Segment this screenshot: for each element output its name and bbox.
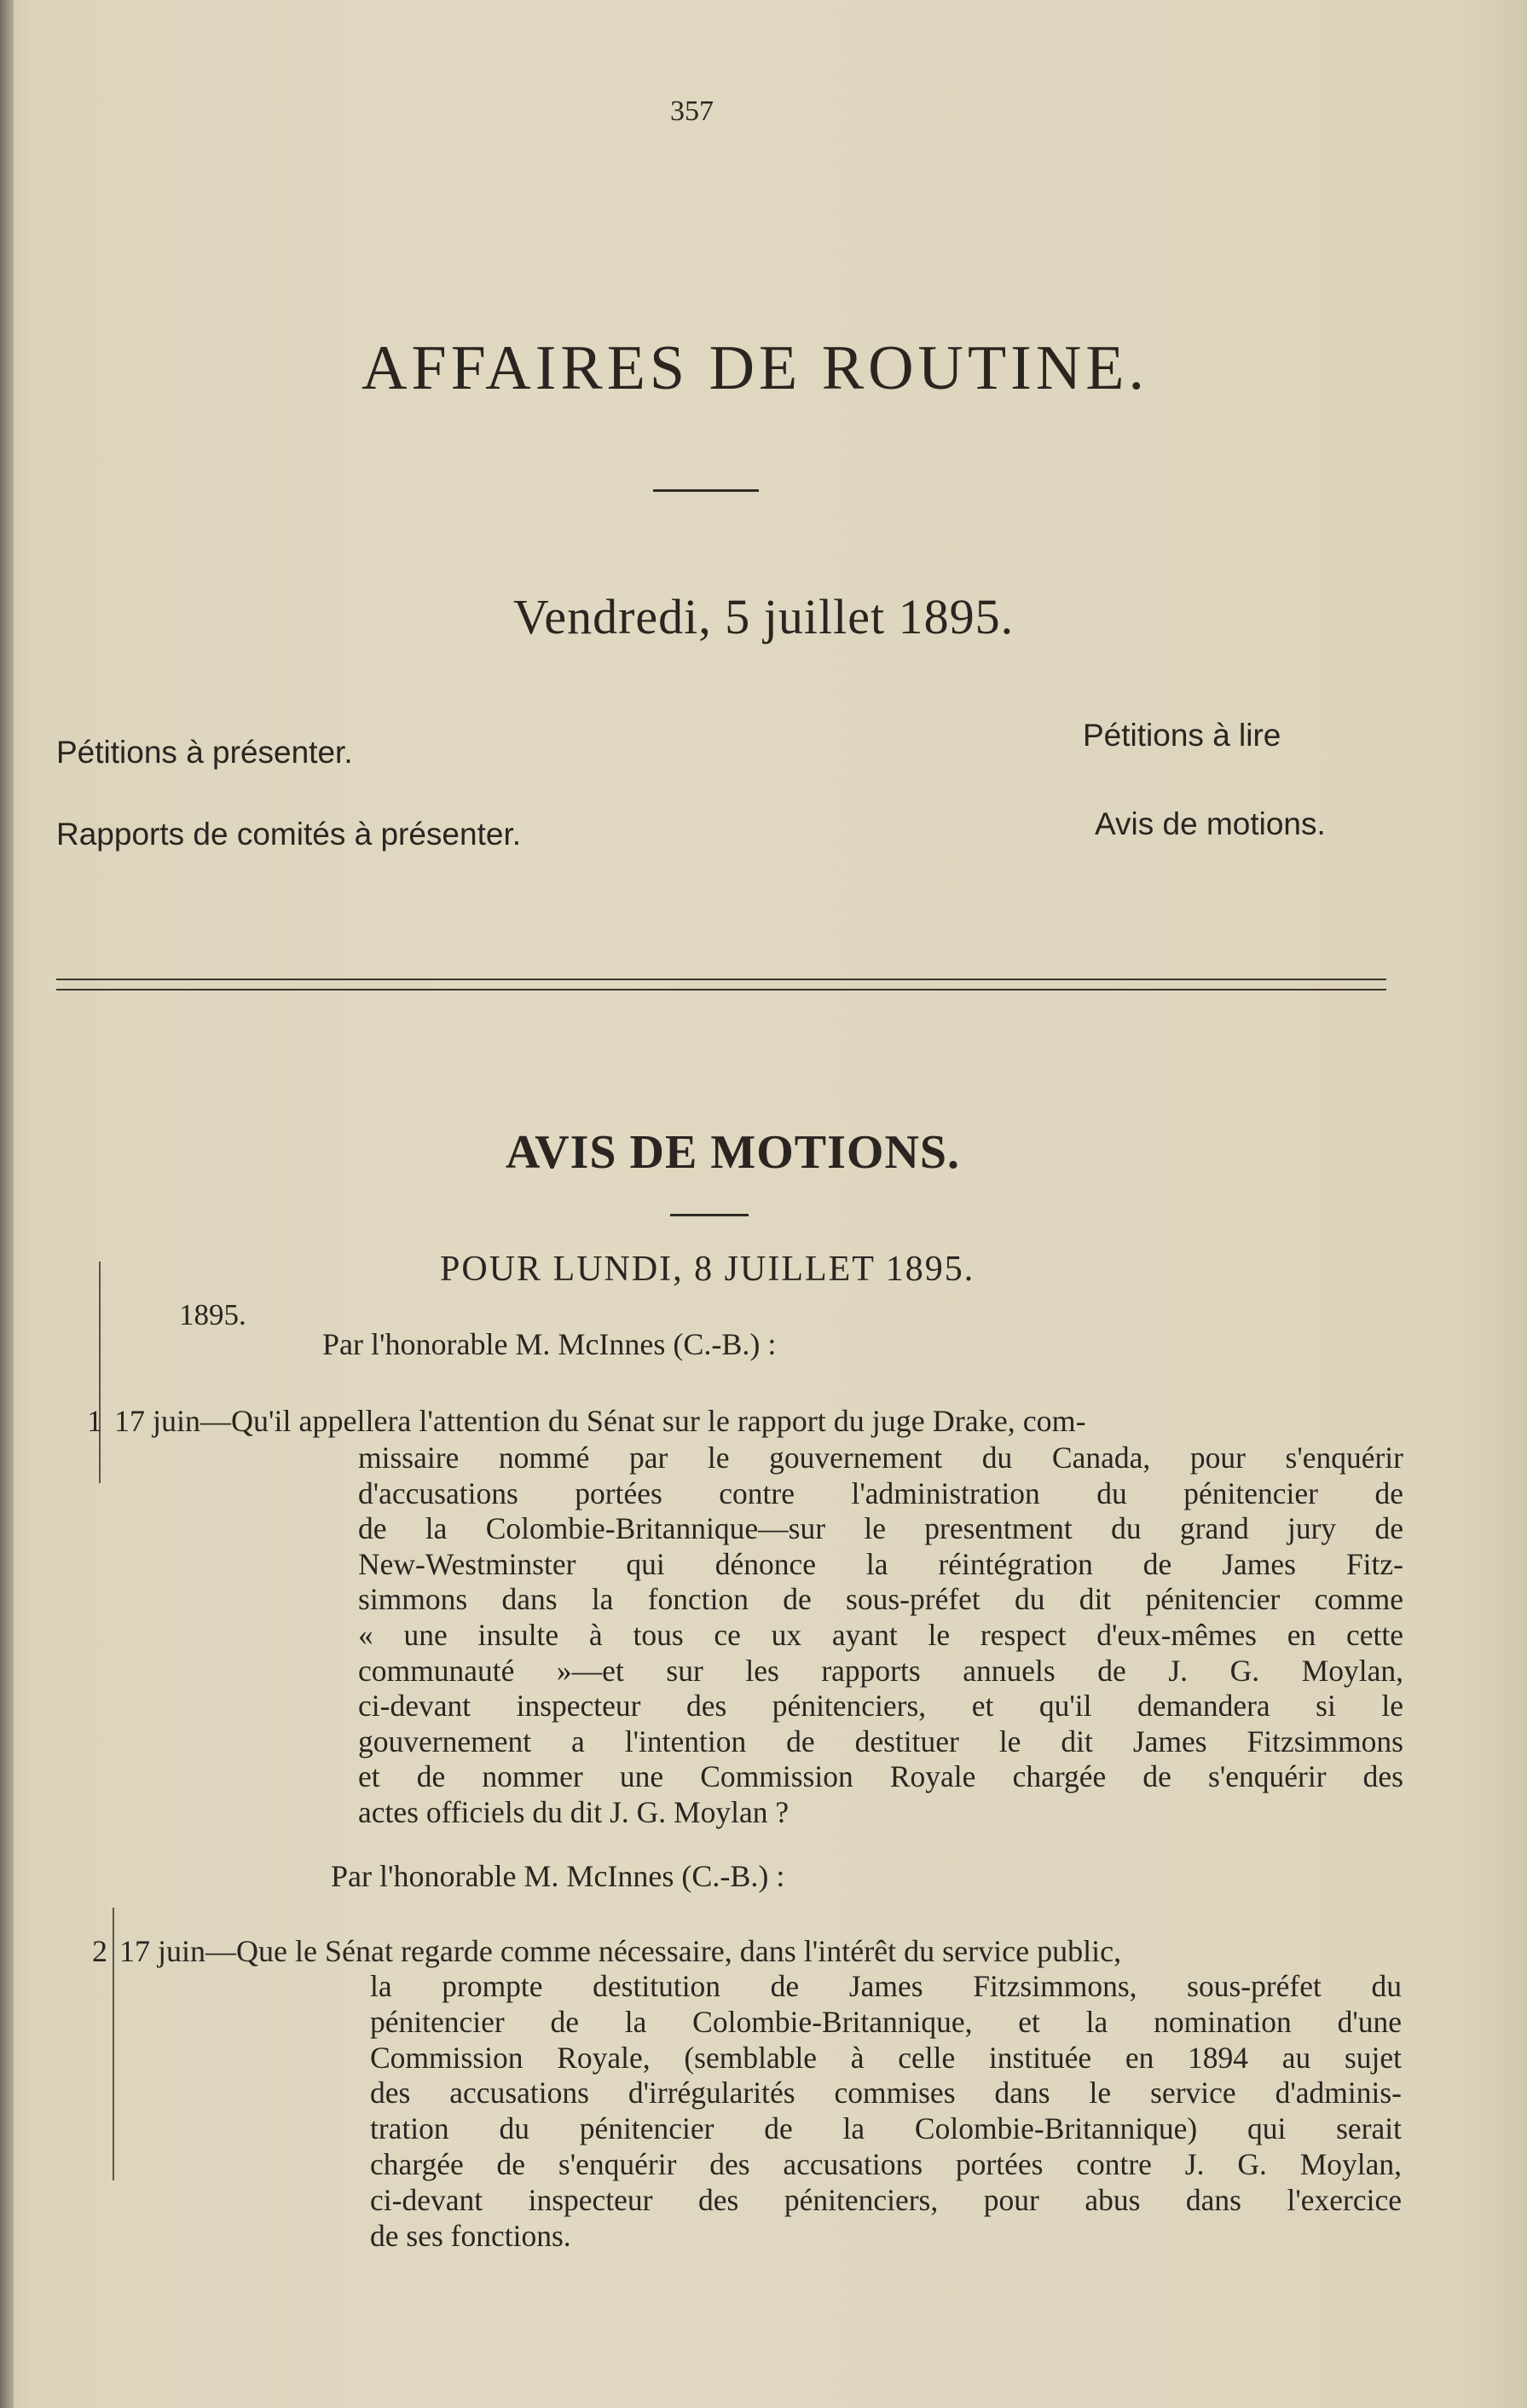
margin-rule-lower bbox=[113, 1908, 114, 2180]
motion-2-line-last: de ses fonctions. bbox=[370, 2218, 571, 2253]
motion-1-line: ci-devant inspecteur des pénitenciers, et qu'il demandera si le bbox=[358, 1689, 1403, 1724]
motion-1-lead-row bbox=[114, 1403, 1086, 1439]
motion-1-line: de la Colombie-Britannique—sur le presentment du grand jury de bbox=[358, 1511, 1403, 1546]
motion-2-line: des accusations d'irrégularités commises dans le service d'adminis- bbox=[370, 2076, 1402, 2111]
margin-year: 1895. bbox=[179, 1298, 246, 1331]
routine-item-petitions-read: Pétitions à lire bbox=[1083, 718, 1281, 753]
motion-2-number: 2 bbox=[92, 1934, 107, 1968]
motion-1-line: New-Westminster qui dénonce la réintégration de James Fitz- bbox=[358, 1546, 1403, 1581]
motion-1-body bbox=[358, 1441, 1403, 1831]
motion-1-number: 1 bbox=[87, 1404, 102, 1438]
motion-2-line: chargée de s'enquérir des accusations portées contre J. G. Moylan, bbox=[370, 2146, 1402, 2181]
motion-2-line: ci-devant inspecteur des pénitenciers, pour abus dans l'exercice bbox=[370, 2182, 1402, 2217]
motion-2-lead-row bbox=[119, 1933, 1121, 1969]
motion-1-line-last: actes officiels du dit J. G. Moylan ? bbox=[358, 1794, 790, 1829]
double-rule-bottom bbox=[56, 989, 1386, 990]
routine-item-petitions-present: Pétitions à présenter. bbox=[56, 735, 353, 770]
motion-1-author: Par l'honorable M. McInnes (C.-B.) : bbox=[322, 1327, 777, 1361]
motion-2-line: Commission Royale, (semblable à celle instituée en 1894 au sujet bbox=[370, 2040, 1402, 2075]
motion-2-line: tration du pénitencier de la Colombie-Britannique) qui serait bbox=[370, 2111, 1402, 2146]
section-divider bbox=[670, 1214, 749, 1216]
motion-1-line: gouvernement a l'intention de destituer le dit James Fitzsimmons bbox=[358, 1724, 1403, 1758]
motion-2-lead: —Que le Sénat regarde comme nécessaire, dans l'intérêt du service public, bbox=[205, 1934, 1122, 1968]
margin-rule-upper bbox=[99, 1262, 101, 1483]
session-date: Vendredi, 5 juillet 1895. bbox=[512, 589, 1015, 644]
motion-2-line: la prompte destitution de James Fitzsimmons, sous-préfet du bbox=[370, 1969, 1402, 2003]
motion-2-date: 17 juin bbox=[119, 1934, 206, 1968]
motion-1-line: simmons dans la fonction de sous-préfet du dit pénitencier comme bbox=[358, 1582, 1403, 1617]
motion-2-body bbox=[370, 1969, 1402, 2254]
page-number: 357 bbox=[670, 95, 714, 127]
section-heading: AVIS DE MOTIONS. bbox=[505, 1126, 961, 1179]
motion-1-line: et de nommer une Commission Royale chargée de s'enquérir des bbox=[358, 1759, 1403, 1794]
motion-1-line: d'accusations portées contre l'administration du pénitencier de bbox=[358, 1475, 1403, 1510]
double-rule-top bbox=[56, 979, 1386, 980]
motion-2-author: Par l'honorable M. McInnes (C.-B.) : bbox=[331, 1859, 785, 1893]
motion-1-lead: —Qu'il appellera l'attention du Sénat sur le rapport du juge Drake, com- bbox=[200, 1404, 1086, 1438]
motion-1-date: 17 juin bbox=[114, 1404, 201, 1438]
motion-2-line: pénitencier de la Colombie-Britannique, et la nomination d'une bbox=[370, 2004, 1402, 2039]
routine-item-notices-motions: Avis de motions. bbox=[1095, 806, 1326, 841]
page-title: AFFAIRES DE ROUTINE. bbox=[362, 333, 1148, 403]
motion-1-line: « une insulte à tous ce ux ayant le respect d'eux-mêmes en cette bbox=[358, 1617, 1403, 1652]
routine-item-reports-present: Rapports de comités à présenter. bbox=[56, 817, 522, 852]
motion-1-line: missaire nommé par le gouvernement du Canada, pour s'enquérir bbox=[358, 1441, 1403, 1475]
motion-1-line: communauté »—et sur les rapports annuels de J. G. Moylan, bbox=[358, 1653, 1403, 1688]
section-subheading: POUR LUNDI, 8 JUILLET 1895. bbox=[440, 1250, 975, 1289]
title-divider bbox=[653, 489, 759, 492]
